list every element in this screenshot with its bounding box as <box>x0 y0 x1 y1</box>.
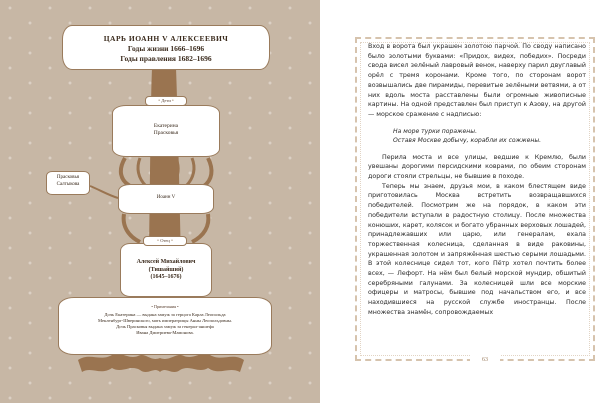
poem-line: Оставя Москве добычу, корабли их сожжены. <box>393 137 542 145</box>
spouse-last-name: Салтыкова <box>56 181 80 187</box>
father-banner <box>120 243 212 297</box>
father-epithet: (Тишайший) <box>148 266 184 273</box>
notes-line: Ивана Дмитриева-Мамонова. <box>136 330 194 335</box>
paragraph-3: Теперь мы знаем, друзья мои, в каком блестящем виде приготовилась Москва встретить возвращавшихся победителей. Посмотрим же на порядок, в каком эти победители вступали в радостную столицу. После множества конюших, карет, колясок и богато убранных верховых лошадей, принадлежавших или царю, или генералам, ехала торжественная колесница, сделанная в виде раковины, украшенная золотом и запряжённая шестью серыми лошадьми. В этой колеснице сидел тот, кого Пётр хотел почтить более всех, — Лефорт. На нём был белый морской мундир, обшитый серебряными галунами. За колесницей шли все морские офицеры и матросы, бывшие под начальством его, и все находившиеся на русской службе иностранцы. После множества знамён, сопровождаемых <box>368 182 586 316</box>
notes-label: • Примечания • <box>151 304 179 309</box>
child-name: Прасковья <box>153 129 179 136</box>
father-years: (1645–1676) <box>150 274 182 280</box>
person-banner <box>118 184 214 214</box>
tsar-name: ЦАРЬ ИОАНН V АЛЕКСЕЕВИЧ <box>103 34 229 43</box>
children-label: Дети <box>161 98 171 103</box>
father-name: Алексей Михайлович <box>136 259 196 265</box>
life-years: Годы жизни 1666–1696 <box>127 44 205 53</box>
spouse-first-name: Прасковья <box>56 175 80 180</box>
ornament-dot-icon: • <box>157 239 161 244</box>
notes-line: Дочь Екатерина — выдана замуж за герцога Карла Леопольда <box>104 312 226 317</box>
ornament-dot-icon: • <box>169 239 173 244</box>
notes-line: Дочь Прасковья выдана замуж за генерал-аншефа <box>116 324 214 329</box>
father-label-tag <box>143 236 187 246</box>
poem <box>393 127 586 146</box>
page-number: 63 <box>470 355 500 365</box>
spouse-banner <box>46 171 90 195</box>
title-banner <box>62 25 270 70</box>
poem-line: На море турки поражены. <box>393 127 478 135</box>
body-text <box>368 42 586 318</box>
father-label: Отец <box>160 238 170 243</box>
paragraph-2: Перила моста и все улицы, ведшие к Кремлю, были увешаны дорогими персидскими коврами, по обеим сторонам дороги стояли стрельцы, не бывшие в походе. <box>368 153 586 181</box>
notes-line: Мекленбург-Шверинского, мать императрицы Анны Леопольдовны. <box>97 318 233 323</box>
person-name: Иоанн V <box>156 195 176 200</box>
children-label-tag <box>145 96 187 106</box>
reign-years: Годы правления 1682–1696 <box>120 54 212 63</box>
child-name: Екатерина <box>153 123 179 129</box>
ornament-dot-icon: • <box>170 99 174 104</box>
ornament-dot-icon: • <box>158 99 162 104</box>
paragraph-1: Вход в ворота был украшен золотою парчой. По своду написано было золотыми буквами: «Придох, видех, победих». Посреди свода висел зелёный лавровый венок, наверху парил двуглавый орёл с тремя коронами. Кроме того, по сторонам ворот возвышались две пирамиды, перевитые зелёными ветвями, а от них вдоль моста расставлены были огромные живописные картины. На одной представлен был приступ к Азову, на другой — морское сражение с надписью: <box>368 43 586 118</box>
notes-banner <box>58 297 272 355</box>
children-banner <box>112 105 220 157</box>
